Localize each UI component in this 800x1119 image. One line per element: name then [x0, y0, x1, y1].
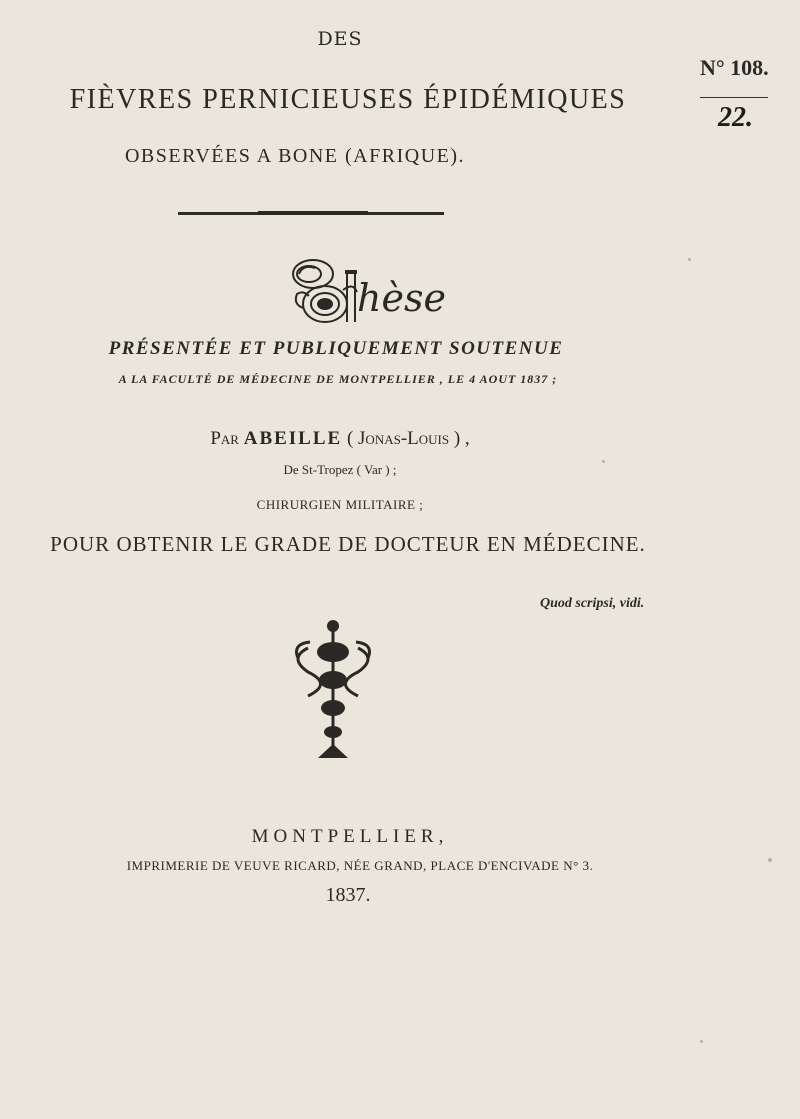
author-surname: ABEILLE — [243, 428, 343, 449]
paper-fleck — [688, 258, 691, 261]
title-rule-thick — [258, 211, 368, 215]
imprint-city: MONTPELLIER, — [251, 826, 449, 847]
these-word: hèse — [357, 276, 446, 320]
catalog-divider — [700, 97, 768, 98]
imprint-printer: IMPRIMERIE DE VEUVE RICARD, NÉE GRAND, PLACE D'ENCIVADE N° 3. — [126, 858, 594, 873]
imprint-year: 1837. — [325, 884, 371, 906]
these-ornament — [285, 252, 446, 332]
author-line — [0, 428, 740, 450]
author-role: CHIRURGIEN MILITAIRE ; — [256, 497, 424, 512]
author-given-name: ( Jonas-Louis ) , — [346, 428, 470, 449]
thesis-title: FIÈVRES PERNICIEUSES ÉPIDÉMIQUES — [69, 84, 627, 115]
paper-fleck — [700, 1040, 703, 1043]
thesis-subtitle: OBSERVÉES A BONE (AFRIQUE). — [124, 145, 466, 167]
paper-fleck — [768, 858, 772, 862]
author-prefix: Par — [210, 428, 239, 449]
author-origin: De St-Tropez ( Var ) ; — [283, 462, 397, 477]
faculty-date-line: A LA FACULTÉ DE MÉDECINE DE MONTPELLIER , LE 4 AOUT 1837 ; — [118, 372, 558, 386]
header-de: DES — [317, 28, 363, 50]
handwritten-annotation: 22. — [718, 102, 753, 133]
ornamental-capital-t-icon — [285, 252, 365, 332]
presentation-line: PRÉSENTÉE ET PUBLIQUEMENT SOUTENUE — [108, 338, 564, 359]
caduceus-emblem-icon — [278, 618, 388, 768]
paper-fleck — [602, 460, 605, 463]
catalog-number: N° 108. — [700, 55, 769, 80]
approval-note: Quod scripsi, vidi. — [540, 596, 645, 611]
degree-purpose: POUR OBTENIR LE GRADE DE DOCTEUR EN MÉDECINE. — [50, 532, 646, 556]
